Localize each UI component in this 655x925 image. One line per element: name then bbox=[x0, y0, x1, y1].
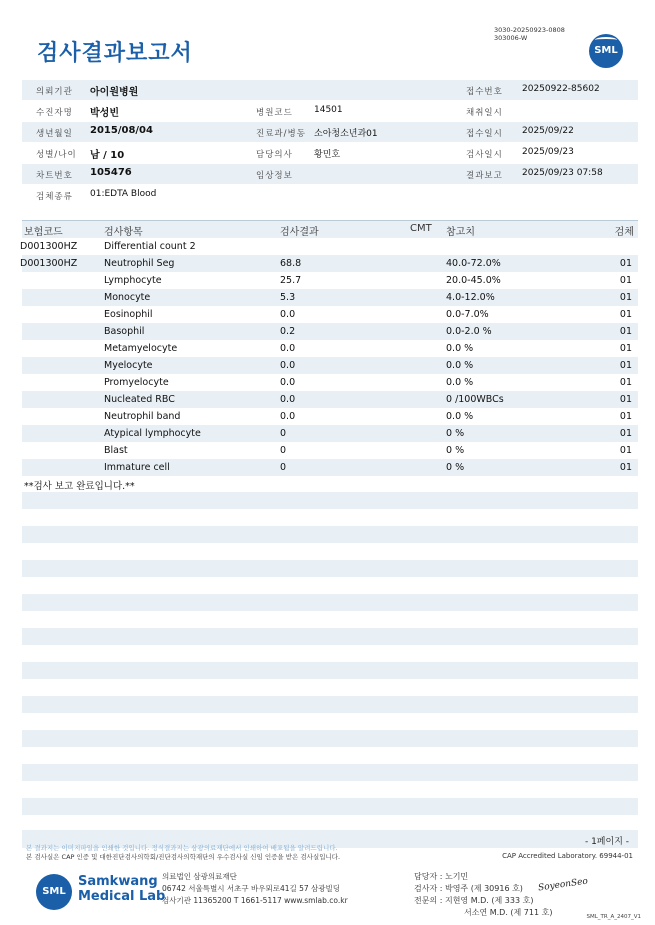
cell-name: Promyelocyte bbox=[104, 377, 169, 388]
info-label: 담당의사 bbox=[256, 150, 293, 160]
blank-stripe bbox=[22, 662, 638, 679]
cell-ref: 4.0-12.0% bbox=[446, 292, 495, 303]
cell-result: 0.0 bbox=[280, 411, 296, 422]
cell-spec: 01 bbox=[619, 258, 632, 269]
patient-name: 박성빈 bbox=[90, 108, 119, 119]
header-cmt: CMT bbox=[410, 223, 432, 234]
table-row bbox=[22, 323, 638, 340]
cell-spec: 01 bbox=[619, 326, 632, 337]
company-logo-text bbox=[78, 874, 165, 904]
info-row bbox=[22, 80, 638, 101]
cell-spec: 01 bbox=[619, 428, 632, 439]
cell-result: 0 bbox=[280, 445, 287, 456]
blank-stripe bbox=[22, 798, 638, 815]
table-row bbox=[22, 442, 638, 459]
signer-3: 전문의 : 지현영 M.D. (제 333 호) bbox=[414, 896, 534, 905]
table-row bbox=[22, 425, 638, 442]
cell-name: Atypical lymphocyte bbox=[104, 428, 201, 439]
handwritten-signature: SoyeonSeo bbox=[537, 876, 589, 894]
cell-result: 25.7 bbox=[280, 275, 302, 286]
hospital-code: 14501 bbox=[314, 105, 343, 115]
report-title: 검사결과보고서 bbox=[37, 41, 193, 66]
disclaimer-print: 본 결과지는 이미지파일을 인쇄한 것입니다. 정식결과지는 삼광의료재단에서 인쇄하여 배포됨을 알려드립니다. bbox=[26, 844, 338, 852]
document-code-1: 3030-20250923-0808 bbox=[494, 26, 565, 34]
table-row bbox=[22, 238, 638, 255]
cell-ref: 0.0-7.0% bbox=[446, 309, 489, 320]
info-label: 채취일시 bbox=[466, 108, 503, 118]
cell-name: Monocyte bbox=[104, 292, 151, 303]
signer-4: 서소연 M.D. (제 711 호) bbox=[464, 908, 553, 917]
info-label: 생년월일 bbox=[36, 129, 73, 139]
cell-ref: 0 % bbox=[446, 428, 465, 439]
cell-code: D001300HZ bbox=[20, 258, 78, 269]
sex-age: 남 / 10 bbox=[90, 150, 125, 161]
cell-ref: 0.0 % bbox=[446, 377, 474, 388]
info-row bbox=[22, 185, 638, 206]
blank-stripe bbox=[22, 526, 638, 543]
blank-stripe bbox=[22, 492, 638, 509]
specimen-type: 01:EDTA Blood bbox=[90, 189, 157, 199]
report-datetime: 2025/09/23 07:58 bbox=[522, 168, 603, 178]
blank-stripe bbox=[22, 560, 638, 577]
cell-spec: 01 bbox=[619, 360, 632, 371]
table-row bbox=[22, 272, 638, 289]
cell-spec: 01 bbox=[619, 292, 632, 303]
cell-result: 0 bbox=[280, 462, 287, 473]
cell-result: 0.0 bbox=[280, 394, 296, 405]
form-code: SML_TR_A_2407_V1 bbox=[586, 914, 641, 920]
table-header bbox=[22, 220, 638, 238]
cell-name: Immature cell bbox=[104, 462, 170, 473]
receipt-number: 20250922-85602 bbox=[522, 84, 600, 94]
results-table bbox=[22, 220, 638, 476]
report-complete-note: **검사 보고 완료입니다.** bbox=[24, 481, 135, 492]
table-row bbox=[22, 374, 638, 391]
department: 소아청소년과01 bbox=[314, 129, 378, 139]
cell-result: 68.8 bbox=[280, 258, 302, 269]
cell-ref: 0 % bbox=[446, 462, 465, 473]
cell-ref: 0 % bbox=[446, 445, 465, 456]
cell-spec: 01 bbox=[619, 377, 632, 388]
cell-ref: 0.0-2.0 % bbox=[446, 326, 492, 337]
cell-result: 5.3 bbox=[280, 292, 296, 303]
document-codes bbox=[494, 26, 565, 42]
signer-1: 담당자 : 노기민 bbox=[414, 872, 469, 881]
cell-spec: 01 bbox=[619, 411, 632, 422]
blank-stripe bbox=[22, 764, 638, 781]
cell-result: 0.2 bbox=[280, 326, 296, 337]
table-row bbox=[22, 289, 638, 306]
signers bbox=[414, 871, 552, 919]
sml-logo-badge: SML bbox=[589, 34, 623, 68]
cell-name: Myelocyte bbox=[104, 360, 153, 371]
receipt-date: 2025/09/22 bbox=[522, 126, 574, 136]
cell-code: D001300HZ bbox=[20, 241, 78, 252]
cell-result: 0.0 bbox=[280, 343, 296, 354]
cell-name: Eosinophil bbox=[104, 309, 153, 320]
document-code-2: 303006-W bbox=[494, 34, 528, 42]
table-row bbox=[22, 306, 638, 323]
cell-name: Differential count 2 bbox=[104, 241, 196, 252]
cell-result: 0 bbox=[280, 428, 287, 439]
cell-ref: 40.0-72.0% bbox=[446, 258, 501, 269]
info-row bbox=[22, 122, 638, 143]
header-ref: 참고치 bbox=[446, 227, 475, 238]
cell-name: Nucleated RBC bbox=[104, 394, 175, 405]
cell-ref: 0.0 % bbox=[446, 343, 474, 354]
table-row bbox=[22, 357, 638, 374]
blank-stripe bbox=[22, 696, 638, 713]
signer-2: 검사자 : 박영주 (제 30916 호) bbox=[414, 884, 523, 893]
header-name: 검사항목 bbox=[104, 227, 143, 238]
info-label: 수진자명 bbox=[36, 108, 73, 118]
cell-result: 0.0 bbox=[280, 309, 296, 320]
table-row bbox=[22, 391, 638, 408]
info-row bbox=[22, 101, 638, 122]
cell-name: Metamyelocyte bbox=[104, 343, 178, 354]
info-label: 접수번호 bbox=[466, 87, 503, 97]
info-label: 접수일시 bbox=[466, 129, 503, 139]
info-label: 임상정보 bbox=[256, 171, 293, 181]
sml-logo-icon: SML bbox=[36, 874, 72, 910]
page-number: - 1페이지 - bbox=[584, 837, 629, 847]
hospital-name: 아이원병원 bbox=[90, 87, 139, 98]
table-row bbox=[22, 340, 638, 357]
cell-spec: 01 bbox=[619, 309, 632, 320]
info-label: 진료과/병동 bbox=[256, 129, 306, 139]
lab-address bbox=[162, 871, 348, 907]
cell-name: Blast bbox=[104, 445, 128, 456]
table-row bbox=[22, 459, 638, 476]
info-label: 차트번호 bbox=[36, 171, 73, 181]
header-code: 보험코드 bbox=[24, 227, 63, 238]
info-label: 검체종류 bbox=[36, 192, 73, 202]
header-spec: 검체 bbox=[614, 227, 634, 238]
cell-name: Lymphocyte bbox=[104, 275, 162, 286]
info-label: 병원코드 bbox=[256, 108, 293, 118]
header-result: 검사결과 bbox=[280, 227, 319, 238]
test-date: 2025/09/23 bbox=[522, 147, 574, 157]
info-label: 성별/나이 bbox=[36, 150, 77, 160]
cell-ref: 0 /100WBCs bbox=[446, 394, 504, 405]
info-row bbox=[22, 143, 638, 164]
disclaimer-cap: 본 검사실은 CAP 인증 및 대한진단검사의학회/진단검사의학재단의 우수검사실 신임 인증을 받은 검사실입니다. bbox=[26, 853, 341, 861]
cell-spec: 01 bbox=[619, 445, 632, 456]
info-label: 결과보고 bbox=[466, 171, 503, 181]
cell-name: Basophil bbox=[104, 326, 145, 337]
cell-spec: 01 bbox=[619, 462, 632, 473]
address-line-1: 의료법인 삼광의료재단 bbox=[162, 872, 237, 881]
chart-number: 105476 bbox=[90, 167, 132, 178]
blank-stripe bbox=[22, 594, 638, 611]
cell-spec: 01 bbox=[619, 394, 632, 405]
cell-ref: 20.0-45.0% bbox=[446, 275, 501, 286]
address-line-2: 06742 서울특별시 서초구 바우뫼로41길 57 삼광빌딩 bbox=[162, 884, 341, 893]
doctor-name: 황민호 bbox=[314, 150, 341, 160]
table-body bbox=[22, 238, 638, 476]
info-label: 의뢰기관 bbox=[36, 87, 73, 97]
blank-stripe bbox=[22, 628, 638, 645]
cap-accreditation: CAP Accredited Laboratory. 69944-01 bbox=[502, 852, 633, 860]
address-line-3: 검사기관 11365200 T 1661-5117 www.smlab.co.kr bbox=[162, 896, 348, 905]
patient-info bbox=[22, 80, 638, 206]
cell-ref: 0.0 % bbox=[446, 411, 474, 422]
info-label: 검사일시 bbox=[466, 150, 503, 160]
cell-spec: 01 bbox=[619, 343, 632, 354]
cell-result: 0.0 bbox=[280, 377, 296, 388]
cell-name: Neutrophil band bbox=[104, 411, 181, 422]
info-row bbox=[22, 164, 638, 185]
table-row bbox=[22, 255, 638, 272]
cell-result: 0.0 bbox=[280, 360, 296, 371]
logo-line-2: Medical Lab bbox=[78, 889, 166, 904]
cell-spec: 01 bbox=[619, 275, 632, 286]
table-row bbox=[22, 408, 638, 425]
logo-line-1: Samkwang bbox=[78, 874, 158, 889]
cell-name: Neutrophil Seg bbox=[104, 258, 175, 269]
birth-date: 2015/08/04 bbox=[90, 125, 153, 136]
cell-ref: 0.0 % bbox=[446, 360, 474, 371]
blank-stripe bbox=[22, 730, 638, 747]
